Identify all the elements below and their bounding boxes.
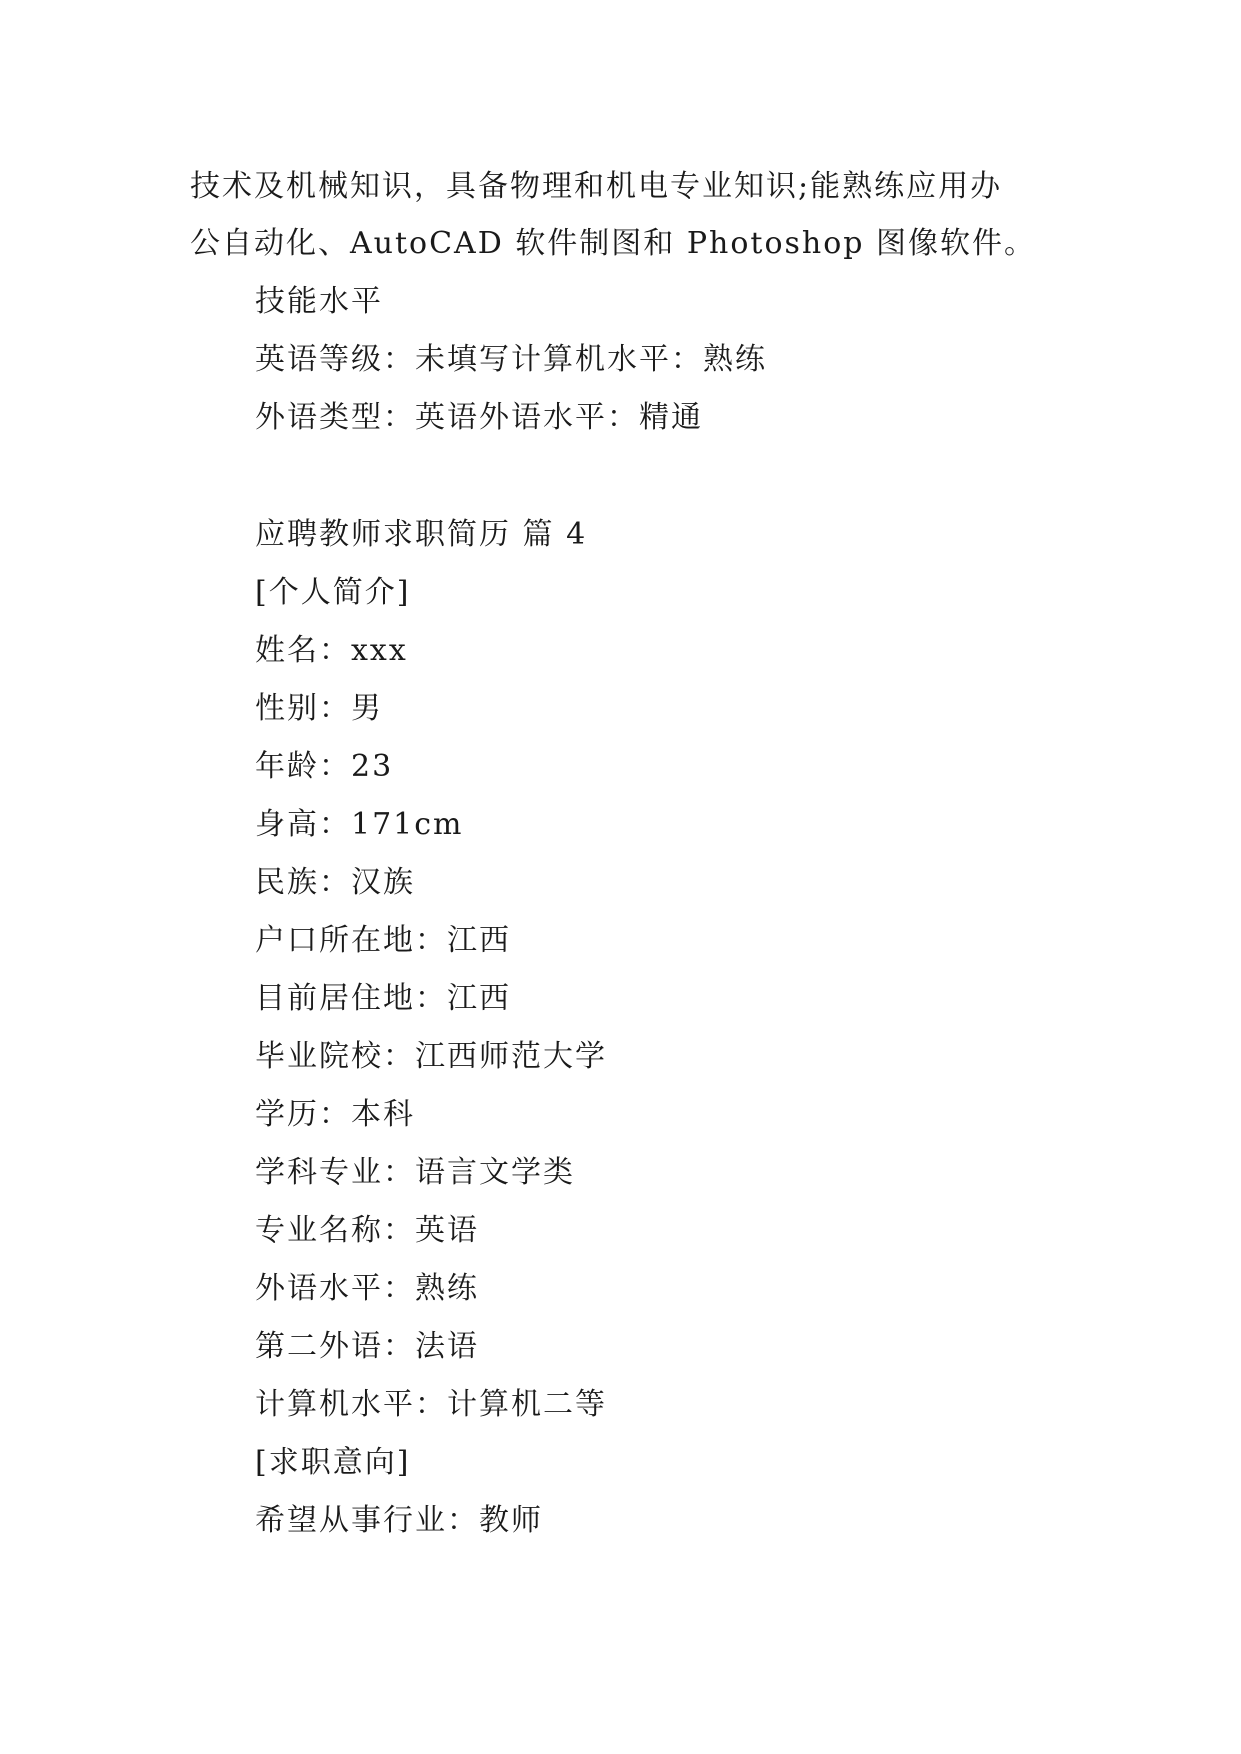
field-computer-level: 计算机水平：计算机二等 xyxy=(255,1387,607,1422)
resume-title: 应聘教师求职简历 篇 4 xyxy=(255,517,588,552)
field-desired-industry: 希望从事行业：教师 xyxy=(255,1503,543,1538)
field-education: 学历：本科 xyxy=(255,1097,415,1132)
skills-line-foreign-language: 外语类型：英语外语水平：精通 xyxy=(255,400,703,435)
intro-paragraph-line-1: 技术及机械知识，具备物理和机电专业知识;能熟练应用办 xyxy=(190,169,1003,204)
field-current-residence: 目前居住地：江西 xyxy=(255,981,511,1016)
section-heading-personal: [个人简介] xyxy=(255,575,411,610)
skills-heading: 技能水平 xyxy=(255,284,383,319)
field-ethnicity: 民族：汉族 xyxy=(255,865,415,900)
field-gender: 性别：男 xyxy=(255,691,383,726)
field-school: 毕业院校：江西师范大学 xyxy=(255,1039,607,1074)
field-height: 身高：171cm xyxy=(255,807,464,842)
field-household-registration: 户口所在地：江西 xyxy=(255,923,511,958)
field-major: 专业名称：英语 xyxy=(255,1213,479,1248)
field-discipline: 学科专业：语言文学类 xyxy=(255,1155,575,1190)
field-foreign-language-level: 外语水平：熟练 xyxy=(255,1271,479,1306)
section-heading-job-intent: [求职意向] xyxy=(255,1445,411,1480)
intro-paragraph-line-2: 公自动化、AutoCAD 软件制图和 Photoshop 图像软件。 xyxy=(190,226,1037,261)
field-second-foreign-language: 第二外语：法语 xyxy=(255,1329,479,1364)
skills-line-english: 英语等级：未填写计算机水平：熟练 xyxy=(255,342,767,377)
field-age: 年龄：23 xyxy=(255,749,394,784)
field-name: 姓名：xxx xyxy=(255,633,408,668)
